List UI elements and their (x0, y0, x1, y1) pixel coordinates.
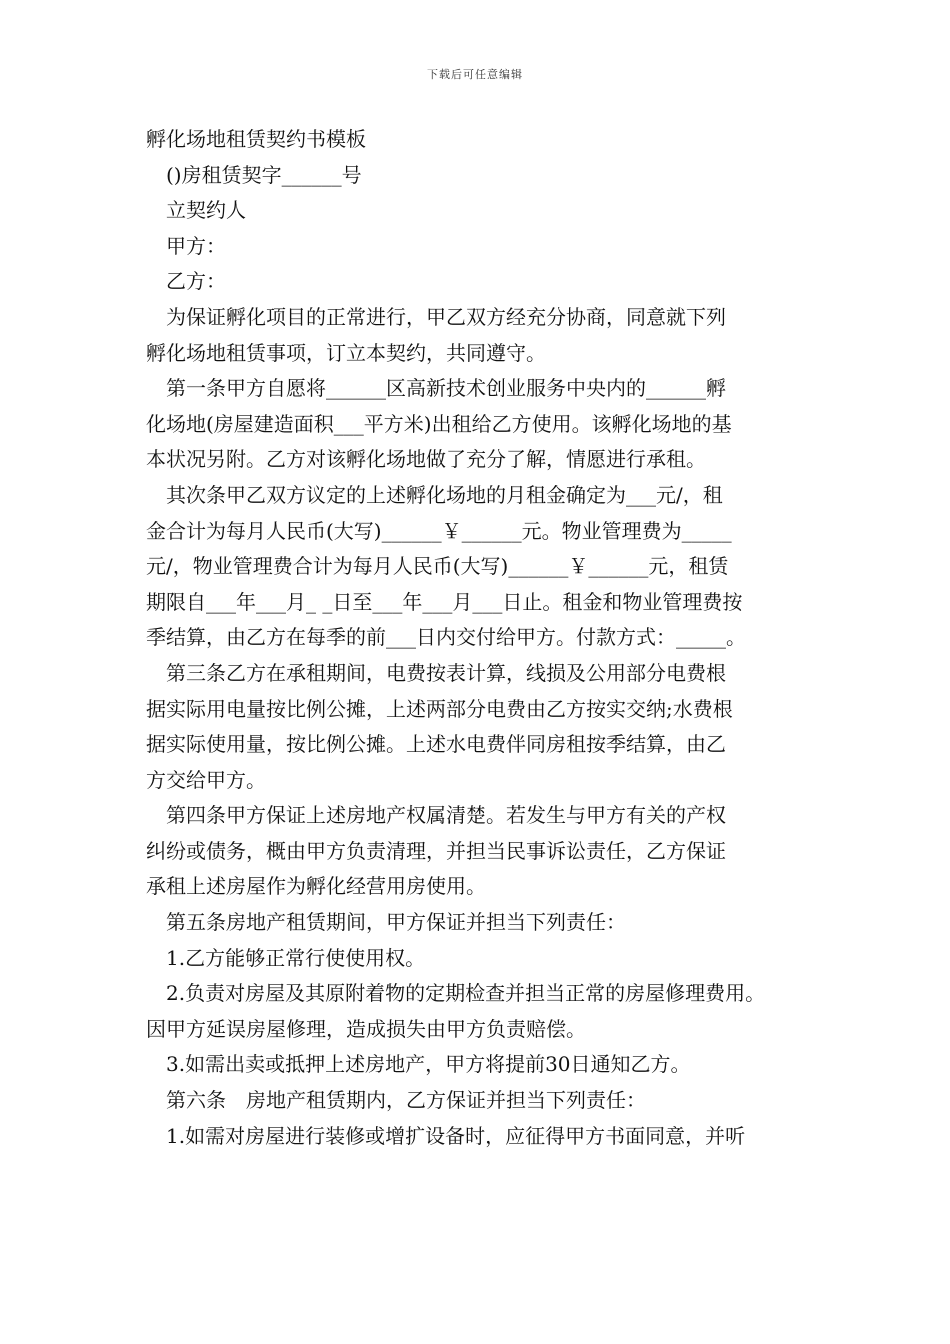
text-line: 纠纷或债务，概由甲方负责清理，并担当民事诉讼责任，乙方保证 (146, 838, 726, 863)
text-line: 第五条房地产租赁期间，甲方保证并担当下列责任： (166, 910, 626, 935)
text-line: 据实际用电量按比例公摊，上述两部分电费由乙方按实交纳;水费根 (146, 696, 733, 721)
text-line: 据实际使用量，按比例公摊。上述水电费伴同房租按季结算，由乙 (146, 732, 726, 757)
text-line: 本状况另附。乙方对该孵化场地做了充分了解，情愿进行承租。 (146, 447, 706, 472)
text-line: 化场地(房屋建造面积___平方米)出租给乙方使用。该孵化场地的基 (146, 411, 732, 436)
text-line: 第六条 房地产租赁期内，乙方保证并担当下列责任： (166, 1088, 646, 1113)
text-line: 3.如需出卖或抵押上述房地产，甲方将提前30日通知乙方。 (166, 1052, 691, 1077)
text-line: 承租上述房屋作为孵化经营用房使用。 (146, 874, 486, 899)
text-line: 第一条甲方自愿将______区高新技术创业服务中央内的______孵 (166, 376, 726, 401)
text-line: 第四条甲方保证上述房地产权属清楚。若发生与甲方有关的产权 (166, 803, 726, 828)
text-line: 元/，物业管理费合计为每月人民币(大写)______￥______元，租赁 (146, 554, 729, 579)
text-line: ()房租赁契字______号 (166, 162, 362, 187)
contract-lines (146, 158, 816, 1155)
document-title: 孵化场地租赁契约书模板 (146, 127, 366, 151)
text-line: 立契约人 (166, 198, 246, 223)
text-line: 1.如需对房屋进行装修或增扩设备时，应征得甲方书面同意，并听 (166, 1123, 746, 1148)
text-line: 其次条甲乙双方议定的上述孵化场地的月租金确定为___元/，租 (166, 482, 723, 507)
text-line: 甲方： (166, 233, 226, 258)
download-note: 下载后可任意编辑 (427, 68, 523, 81)
text-line: 方交给甲方。 (146, 767, 266, 792)
contract-body (146, 122, 816, 1154)
text-line: 金合计为每月人民币(大写)______￥______元。物业管理费为_____ (146, 518, 732, 543)
text-line: 为保证孵化项目的正常进行，甲乙双方经充分协商，同意就下列 (166, 304, 726, 329)
text-line: 1.乙方能够正常行使使用权。 (166, 945, 426, 970)
text-line: 乙方： (166, 269, 226, 294)
text-line: 2.负责对房屋及其原附着物的定期检查并担当正常的房屋修理费用。 (166, 981, 766, 1006)
text-line: 孵化场地租赁事项，订立本契约，共同遵守。 (146, 340, 546, 365)
text-line: 季结算，由乙方在每季的前___日内交付给甲方。付款方式：_____。 (146, 625, 746, 650)
text-line: 期限自___年___月_ _日至___年___月___日止。租金和物业管理费按 (146, 589, 743, 614)
text-line: 因甲方延误房屋修理，造成损失由甲方负责赔偿。 (146, 1016, 586, 1041)
text-line: 第三条乙方在承租期间，电费按表计算，线损及公用部分电费根 (166, 660, 726, 685)
